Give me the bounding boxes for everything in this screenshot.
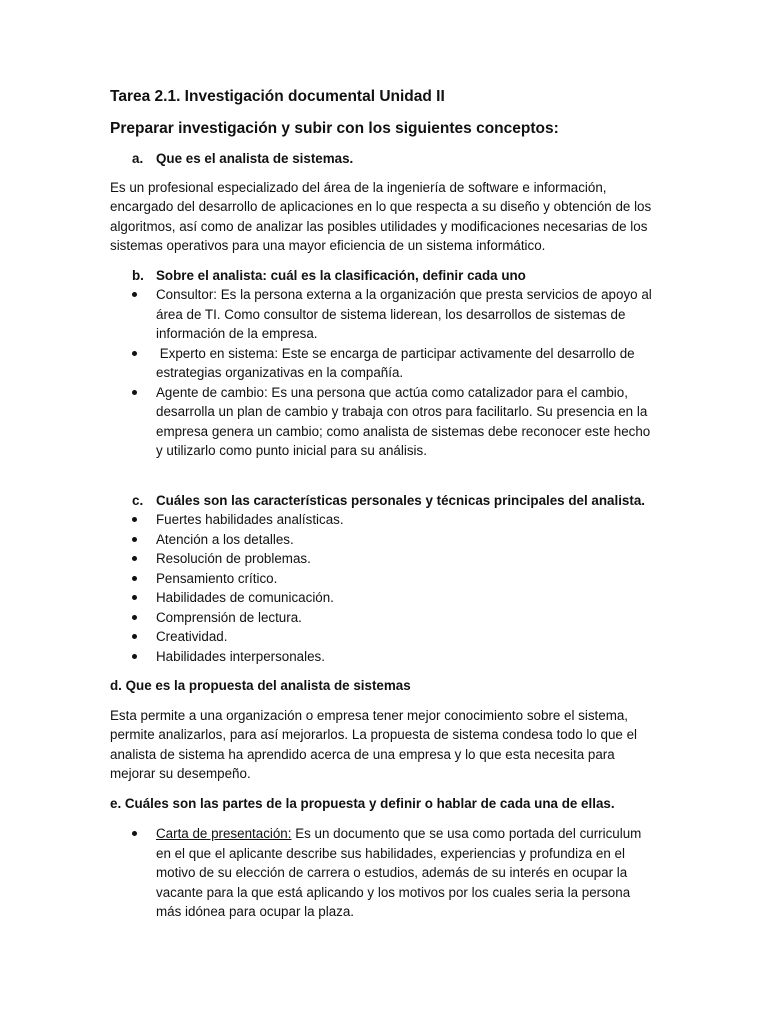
list-item: Habilidades de comunicación. xyxy=(110,588,658,608)
section-d-heading: d. Que es la propuesta del analista de sistemas xyxy=(110,678,411,693)
section-e-heading: e. Cuáles son las partes de la propuesta y definir o hablar de cada una de ellas. xyxy=(110,795,615,811)
bullet-icon xyxy=(110,588,156,608)
section-c-heading-text: Cuáles son las características personales y técnicas principales del analista. xyxy=(156,492,646,508)
document-body xyxy=(110,86,658,922)
list-item: Pensamiento crítico. xyxy=(110,569,658,589)
section-a-paragraph: Es un profesional especializado del área de la ingeniería de software e información, encargado del desarrollo de aplicaciones en lo que respecta a su diseño y obtención de los algoritmos, así como de analizar las posibles utilidades y modificaciones necesarias de los sistemas operativos para una mayor eficiencia de un sistema informático. xyxy=(110,179,652,253)
section-b-label: b. xyxy=(132,267,144,283)
section-e-list xyxy=(110,824,658,922)
bullet-icon xyxy=(110,647,156,667)
bullet-icon xyxy=(110,344,156,383)
bullet-icon xyxy=(110,627,156,647)
section-b-heading-text: Sobre el analista: cuál es la clasificación, definir cada uno xyxy=(156,267,526,283)
list-item: Fuertes habilidades analísticas. xyxy=(110,510,658,530)
list-item: Atención a los detalles. xyxy=(110,530,658,550)
bullet-icon xyxy=(110,608,156,628)
section-c-list xyxy=(110,510,658,666)
list-item xyxy=(110,824,658,922)
document-subtitle: Preparar investigación y subir con los siguientes conceptos: xyxy=(110,120,559,137)
section-d-paragraph: Esta permite a una organización o empresa tener mejor conocimiento sobre el sistema, permite analizarlos, para así mejorarlos. La propuesta de sistema condesa todo lo que el analista de sistema ha aprendido acerca de una empresa y lo que esta necesita para mejorar su desempeño. xyxy=(110,707,637,781)
bullet-icon xyxy=(110,285,156,344)
list-item: Comprensión de lectura. xyxy=(110,608,658,628)
section-c-label: c. xyxy=(132,492,144,508)
section-a-heading xyxy=(110,149,658,169)
list-item: Agente de cambio: Es una persona que actúa como catalizador para el cambio, desarrolla un plan de cambio y trabaja con otros para facilitarlo. Su presencia en la empresa genera un cambio; como analista de sistemas debe reconocer este hecho y utilizarlo como punto inicial para su análisis. xyxy=(110,383,658,461)
term-carta-de-presentacion: Carta de presentación: xyxy=(156,826,292,841)
bullet-icon xyxy=(110,549,156,569)
section-a-label: a. xyxy=(132,151,144,166)
list-item: Consultor: Es la persona externa a la organización que presta servicios de apoyo al área de TI. Como consultor de sistema liderean, los desarrollos de sistemas de información de la empresa. xyxy=(110,285,658,344)
bullet-icon xyxy=(110,569,156,589)
list-item: Resolución de problemas. xyxy=(110,549,658,569)
term-definition: Es un documento que se usa como portada del curriculum en el que el aplicante describe sus habilidades, experiencias y profundiza en el motivo de su elección de carrera o estudios, además de su interés en ocupar la vacante para la que está aplicando y los motivos por los cuales seria la persona más idónea para ocupar la plaza. xyxy=(156,826,642,919)
bullet-icon xyxy=(110,510,156,530)
list-item: Experto en sistema: Este se encarga de participar activamente del desarrollo de estrategias organizativas en la compañía. xyxy=(110,344,658,383)
bullet-icon xyxy=(110,530,156,550)
section-c-heading xyxy=(110,491,658,511)
document-title: Tarea 2.1. Investigación documental Unidad II xyxy=(110,88,445,105)
section-b-list xyxy=(110,285,658,461)
bullet-icon xyxy=(110,383,156,461)
section-b-heading xyxy=(110,266,658,286)
section-a-heading-text: Que es el analista de sistemas. xyxy=(156,151,354,166)
list-item: Creatividad. xyxy=(110,627,658,647)
list-item: Habilidades interpersonales. xyxy=(110,647,658,667)
bullet-icon xyxy=(110,824,156,922)
spacer xyxy=(110,461,658,491)
